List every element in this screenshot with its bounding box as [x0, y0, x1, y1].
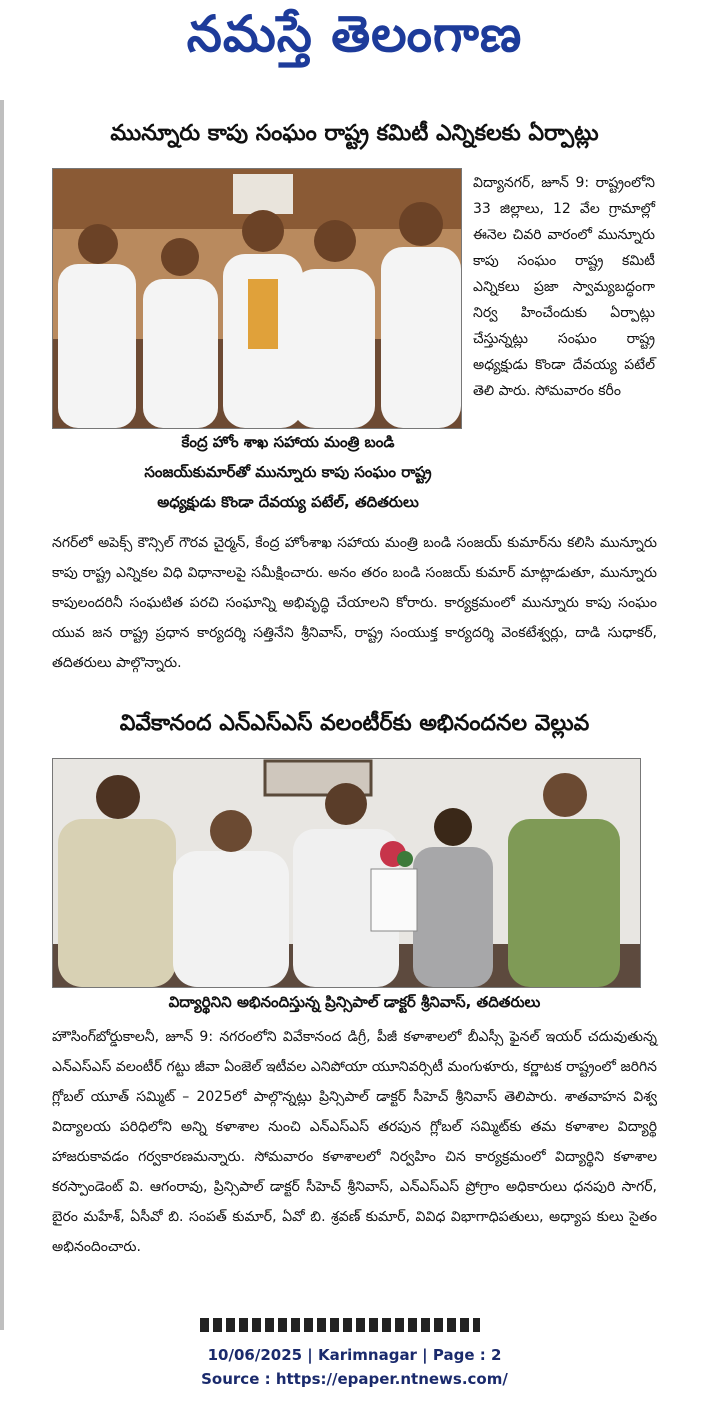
newspaper-title: నమస్తే తెలంగాణ	[186, 5, 523, 63]
article1-photo-caption	[108, 427, 468, 517]
footer-source: Source : https://epaper.ntnews.com/	[201, 1370, 508, 1388]
page-footer	[0, 1343, 709, 1391]
article1-photo	[52, 168, 462, 429]
caption-line: అధ్యక్షుడు కొండా దేవయ్య పటేల్‌, తదితరులు	[157, 493, 419, 511]
article2-photo-caption: విద్యార్థినిని అభినందిస్తున్న ప్రిన్సిపాల్‌ డాక్టర్‌ శ్రీనివాస్‌, తదితరులు	[168, 993, 541, 1011]
article2-headline: వివేకానంద ఎన్‌ఎస్‌ఎస్‌ వలంటీర్‌కు అభినందనల వెల్లువ	[119, 711, 590, 736]
caption-line: సంజయ్‌కుమార్‌తో మున్నూరు కాపు సంఘం రాష్ట్ర	[144, 463, 432, 481]
article2-photo	[52, 758, 641, 988]
article2-body: హౌసింగ్‌బోర్డుకాలనీ, జూన్‌ 9: నగరంలోని వివేకానంద డిగ్రీ, పీజీ కళాశాలలో బీఎస్సీ ఫైనల్‌ ఇయర్‌ చదువుతున్న ఎన్‌ఎస్‌ఎస్‌ వలంటీర్‌ గట్టు జీవా ఏంజెల్‌ ఇటీవల ఎనిపోయా యూనివర్సిటీ మంగుళూరు, కర్ణాటక రాష్ట్రంలో జరిగిన గ్లోబల్‌ యూత్‌ సమ్మిట్‌ – 2025లో పాల్గొన్నట్లు ప్రిన్సిపాల్‌ డాక్టర్‌ సీహెచ్‌ శ్రీనివాస్‌ తెలిపారు. శాతవాహన విశ్వ విద్యాలయ పరిధిలోని అన్ని కళాశాల నుంచి ఎన్‌ఎస్‌ఎస్‌ తరపున గ్లోబల్‌ సమ్మిట్‌కు తమ కళాశాల విద్యార్థి హాజరుకావడం గర్వకారణమన్నారు. సోమవారం కళాశాలలో నిర్వహిం చిన కార్యక్రమంలో విద్యార్థిని కళాశాల కరస్పాండెంట్‌ వి. ఆగంరావు, ప్రిన్సిపాల్‌ డాక్టర్‌ సీహెచ్‌ శ్రీనివాస్‌, ఎన్‌ఎస్‌ఎస్‌ ప్రోగ్రాం అధికారులు ధనపురి సాగర్‌, బైరం మహేశ్‌, ఏసీవో బి. సంపత్‌ కుమార్‌, ఏవో బి. శ్రవణ్‌ కుమార్‌, వివిధ విభాగాధిపతులు, అధ్యాప కులు సైతం అభినందించారు.	[52, 1029, 657, 1255]
article1-column-text: విద్యానగర్‌, జూన్‌ 9: రాష్ట్రంలోని 33 జిల్లాలు, 12 వేల గ్రామాల్లో ఈనెల చివరి వారంలో మున్నూరు కాపు సంఘం రాష్ట్ర కమిటీ ఎన్నికలు ప్రజా స్వామ్యబద్ధంగా నిర్వ హించేందుకు ఏర్పాట్లు చేస్తున్నట్లు సంఘం రాష్ట్ర అధ్యక్షుడు కొండా దేవయ్య పటేల్‌ తెలి పారు. సోమవారం కరీం	[473, 175, 655, 399]
masthead	[0, 0, 709, 72]
article1-headline: మున్నూరు కాపు సంఘం రాష్ట్ర కమిటీ ఎన్నికలకు ఏర్పాట్లు	[110, 121, 599, 146]
truncated-next-headline	[200, 1318, 480, 1332]
article1-body: నగర్‌లో అపెక్స్‌ కౌన్సిల్‌ గౌరవ చైర్మన్‌, కేంద్ర హోంశాఖ సహాయ మంత్రి బండి సంజయ్‌ కుమార్‌ను కలిసి మున్నూరు కాపు రాష్ట్ర ఎన్నికల విధి విధానాలపై సమీక్షించారు. అనం తరం బండి సంజయ్‌ కుమార్‌ మాట్లాడుతూ, మున్నూరు కాపులందరినీ సంఘటిత పరచి సంఘాన్ని అభివృద్ధి చేయాలని కోరారు. కార్యక్రమంలో మున్నూరు కాపు సంఘం యువ జన రాష్ట్ర ప్రధాన కార్యదర్శి సత్తినేని శ్రీనివాస్‌, రాష్ట్ర సంయుక్త కార్యదర్శి వెంకటేశ్వర్లు, దాడి సుధాకర్‌, తదితరులు పాల్గొన్నారు.	[52, 535, 657, 671]
caption-line: కేంద్ర హోం శాఖ సహాయ మంత్రి బండి	[181, 433, 395, 451]
footer-date-edition: 10/06/2025 | Karimnagar | Page : 2	[207, 1346, 502, 1364]
